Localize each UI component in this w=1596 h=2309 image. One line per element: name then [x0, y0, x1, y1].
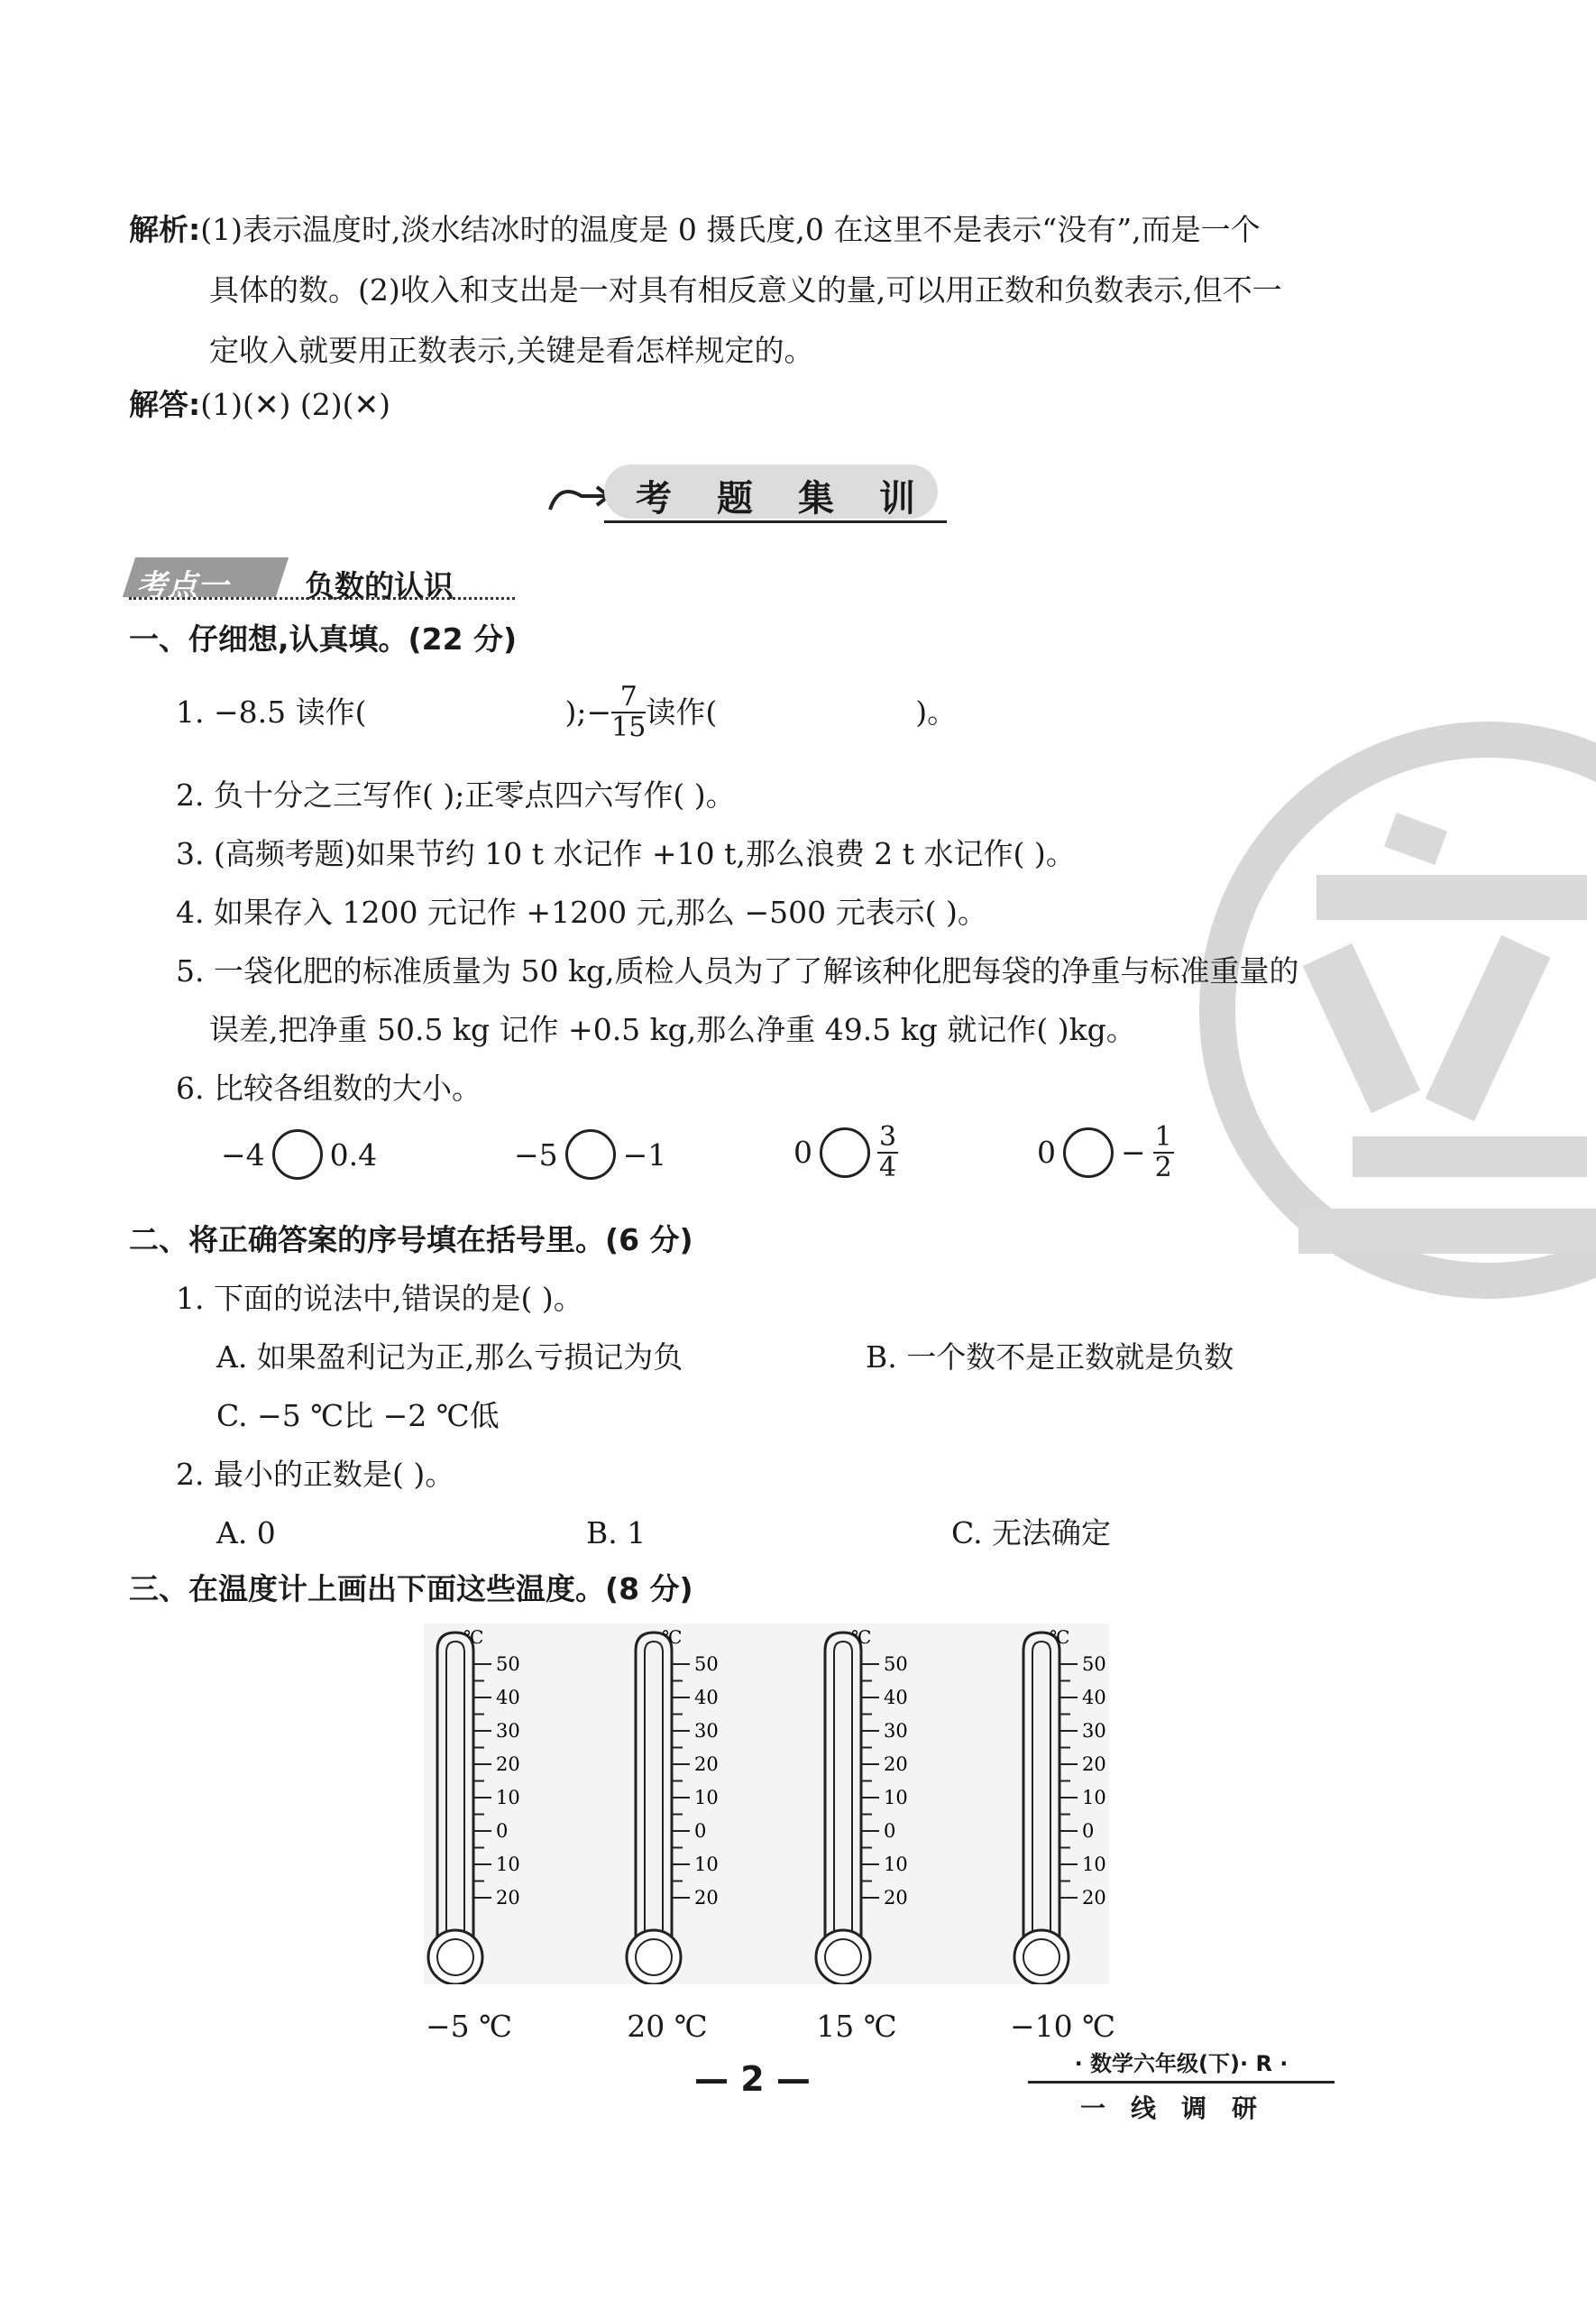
- q1-part-d: )。: [915, 695, 958, 730]
- banner-underline: [604, 520, 947, 523]
- fraction-denominator: 15: [611, 711, 647, 743]
- question-1-4: 4. 如果存入 1200 元记作 +1200 元,那么 −500 元表示( )。: [176, 895, 987, 930]
- compare-item: [514, 1129, 666, 1180]
- thermometer-scale-label: 10: [694, 1854, 719, 1875]
- fraction-denominator: 2: [1154, 1151, 1172, 1183]
- answer-label: 解答:: [129, 387, 201, 422]
- fraction: [1153, 1123, 1174, 1182]
- thermometer-unit: ℃: [463, 1626, 484, 1648]
- thermometer-scale-label: 10: [496, 1854, 520, 1875]
- compare-item: [1037, 1123, 1174, 1182]
- thermometer-scale-label: 0: [496, 1820, 509, 1842]
- thermometer-tube: [1023, 1633, 1059, 1939]
- thermometer-scale-label: 10: [884, 1854, 908, 1875]
- thermometer-scale-label: 40: [884, 1687, 908, 1708]
- banner-char: 集: [798, 478, 834, 520]
- answer-block: [129, 387, 390, 422]
- thermometer-capillary: [1032, 1642, 1050, 1935]
- compare-circle[interactable]: [1063, 1127, 1114, 1178]
- option-2-1-b: B. 一个数不是正数就是负数: [866, 1339, 1234, 1375]
- fraction-numerator: 1: [1154, 1121, 1172, 1153]
- kaodian-title: 负数的认识: [305, 568, 454, 603]
- compare-circle[interactable]: [820, 1127, 870, 1178]
- compare-circle[interactable]: [565, 1129, 616, 1180]
- fraction: [611, 683, 646, 741]
- thermometer-drawing: [812, 1624, 965, 1984]
- thermometer-scale-label: 20: [694, 1887, 719, 1909]
- book-footer: [1028, 2046, 1335, 2125]
- thermometer-caption: 15 ℃: [816, 2009, 897, 2044]
- fraction: [877, 1123, 898, 1182]
- option-2-1-c: C. −5 ℃比 −2 ℃低: [216, 1398, 500, 1433]
- thermometer-drawing: [1010, 1624, 1163, 1984]
- fraction-numerator: 7: [611, 683, 646, 713]
- thermometer-scale-label: 10: [496, 1787, 520, 1808]
- option-2-2-c: C. 无法确定: [951, 1515, 1112, 1550]
- thermometer-scale-label: 20: [1082, 1887, 1106, 1909]
- thermometer-scale-label: 20: [884, 1753, 908, 1775]
- thermometer-scale-label: 20: [884, 1887, 908, 1909]
- page-number: — 2 —: [694, 2059, 811, 2099]
- thermometer-scale-label: 10: [884, 1787, 908, 1808]
- banner-arrow-icon: [541, 474, 613, 519]
- q1-part-b: );−: [564, 695, 612, 730]
- thermometer-capillary: [446, 1642, 464, 1935]
- thermometer-scale-label: 50: [496, 1653, 520, 1675]
- thermometer[interactable]: [812, 1624, 965, 2047]
- analysis-line-3: 定收入就要用正数表示,关键是看怎样规定的。: [209, 333, 814, 368]
- compare-left: 0: [1037, 1135, 1056, 1170]
- compare-left: 0: [793, 1135, 812, 1170]
- thermometer-drawing: [424, 1624, 577, 1984]
- compare-right: −1: [622, 1136, 667, 1173]
- watermark-seal: [1190, 713, 1596, 1308]
- thermometer-scale-label: 20: [496, 1887, 520, 1909]
- thermometer-unit: ℃: [851, 1626, 872, 1648]
- kaodian-dotted-line: [129, 597, 515, 600]
- banner-title: [613, 470, 938, 521]
- thermometer-scale-label: 20: [694, 1753, 719, 1775]
- question-2-1: 1. 下面的说法中,错误的是( )。: [176, 1281, 583, 1316]
- thermometer[interactable]: [1010, 1624, 1163, 2047]
- section3-title: 三、在温度计上画出下面这些温度。(8 分): [129, 1571, 693, 1606]
- fraction-numerator: 3: [879, 1121, 897, 1153]
- thermometer-scale-label: 30: [884, 1720, 908, 1742]
- analysis-block: [129, 212, 1261, 247]
- thermometer-scale-label: 40: [694, 1687, 719, 1708]
- thermometer-scale-label: 0: [1082, 1820, 1095, 1842]
- banner-char: 训: [879, 478, 915, 520]
- compare-left: −4: [221, 1136, 265, 1173]
- thermometer-tube: [636, 1633, 672, 1939]
- question-1-5a: 5. 一袋化肥的标准质量为 50 kg,质检人员为了了解该种化肥每袋的净重与标准重量的: [176, 953, 1299, 989]
- section1-title: 一、仔细想,认真填。(22 分): [129, 621, 518, 657]
- compare-item: [221, 1129, 377, 1180]
- analysis-line-1: (1)表示温度时,淡水结冰时的温度是 0 摄氏度,0 在这里不是表示“没有”,而是一个: [200, 212, 1261, 247]
- option-2-1-a: A. 如果盈利记为正,那么亏损记为负: [216, 1339, 683, 1375]
- thermometer-scale-label: 30: [694, 1720, 719, 1742]
- thermometer-caption: 20 ℃: [627, 2009, 708, 2044]
- analysis-line-2: 具体的数。(2)收入和支出是一对具有相反意义的量,可以用正数和负数表示,但不一: [209, 272, 1282, 308]
- analysis-label: 解析:: [129, 212, 201, 247]
- question-2-2: 2. 最小的正数是( )。: [176, 1457, 455, 1492]
- question-1-5b: 误差,把净重 50.5 kg 记作 +0.5 kg,那么净重 49.5 kg 就记作( )kg。: [209, 1012, 1136, 1047]
- option-2-2-a: A. 0: [216, 1515, 276, 1550]
- section2-title: 二、将正确答案的序号填在括号里。(6 分): [129, 1222, 693, 1257]
- question-1-1: [176, 683, 957, 741]
- compare-circle[interactable]: [272, 1129, 323, 1180]
- question-1-2: 2. 负十分之三写作( );正零点四六写作( )。: [176, 777, 736, 813]
- fraction-denominator: 4: [879, 1151, 897, 1183]
- compare-left: −5: [514, 1136, 558, 1173]
- thermometer[interactable]: [424, 1624, 577, 2047]
- q1-part-c: 读作(: [646, 695, 718, 730]
- thermometer-scale-label: 20: [496, 1753, 520, 1775]
- thermometer[interactable]: [622, 1624, 775, 2047]
- banner-char: 题: [717, 478, 753, 520]
- kaodian-tag: 考点一: [136, 568, 228, 604]
- thermometer-scale-label: 40: [496, 1687, 520, 1708]
- compare-item: [793, 1123, 898, 1182]
- banner-char: 考: [636, 478, 672, 520]
- thermometer-scale-label: 10: [694, 1787, 719, 1808]
- thermometer-scale-label: 50: [694, 1653, 719, 1675]
- thermometer-scale-label: 30: [1082, 1720, 1106, 1742]
- book-title: 一线调研: [1079, 2093, 1282, 2123]
- thermometer-caption: −10 ℃: [1010, 2009, 1116, 2044]
- thermometer-capillary: [834, 1642, 852, 1935]
- thermometer-tube: [825, 1633, 861, 1939]
- answer-text: (1)(✕) (2)(✕): [200, 387, 390, 422]
- thermometer-scale-label: 0: [884, 1820, 896, 1842]
- thermometer-scale-label: 10: [1082, 1854, 1106, 1875]
- section-banner: [541, 465, 947, 528]
- thermometer-scale-label: 40: [1082, 1687, 1106, 1708]
- thermometer-scale-label: 30: [496, 1720, 520, 1742]
- thermometer-scale-label: 50: [884, 1653, 908, 1675]
- thermometer-drawing: [622, 1624, 775, 1984]
- question-1-6: 6. 比较各组数的大小。: [176, 1071, 482, 1106]
- thermometer-unit: ℃: [662, 1626, 683, 1648]
- thermometer-tube: [437, 1633, 473, 1939]
- thermometer-scale-label: 10: [1082, 1787, 1106, 1808]
- thermometer-scale-label: 50: [1082, 1653, 1106, 1675]
- option-2-2-b: B. 1: [586, 1515, 647, 1550]
- question-1-3: 3. (高频考题)如果节约 10 t 水记作 +10 t,那么浪费 2 t 水记作( )。: [176, 836, 1076, 871]
- thermometer-unit: ℃: [1050, 1626, 1070, 1648]
- thermometer-capillary: [645, 1642, 663, 1935]
- kaodian-header: [129, 557, 517, 604]
- book-subtitle: · 数学六年级(下)· R ·: [1028, 2046, 1335, 2084]
- thermometer-scale-label: 0: [694, 1820, 707, 1842]
- thermometer-caption: −5 ℃: [425, 2009, 513, 2044]
- compare-sign: −: [1121, 1135, 1146, 1170]
- compare-right: 0.4: [329, 1136, 378, 1173]
- q1-part-a: 1. −8.5 读作(: [176, 695, 367, 730]
- thermometer-scale-label: 20: [1082, 1753, 1106, 1775]
